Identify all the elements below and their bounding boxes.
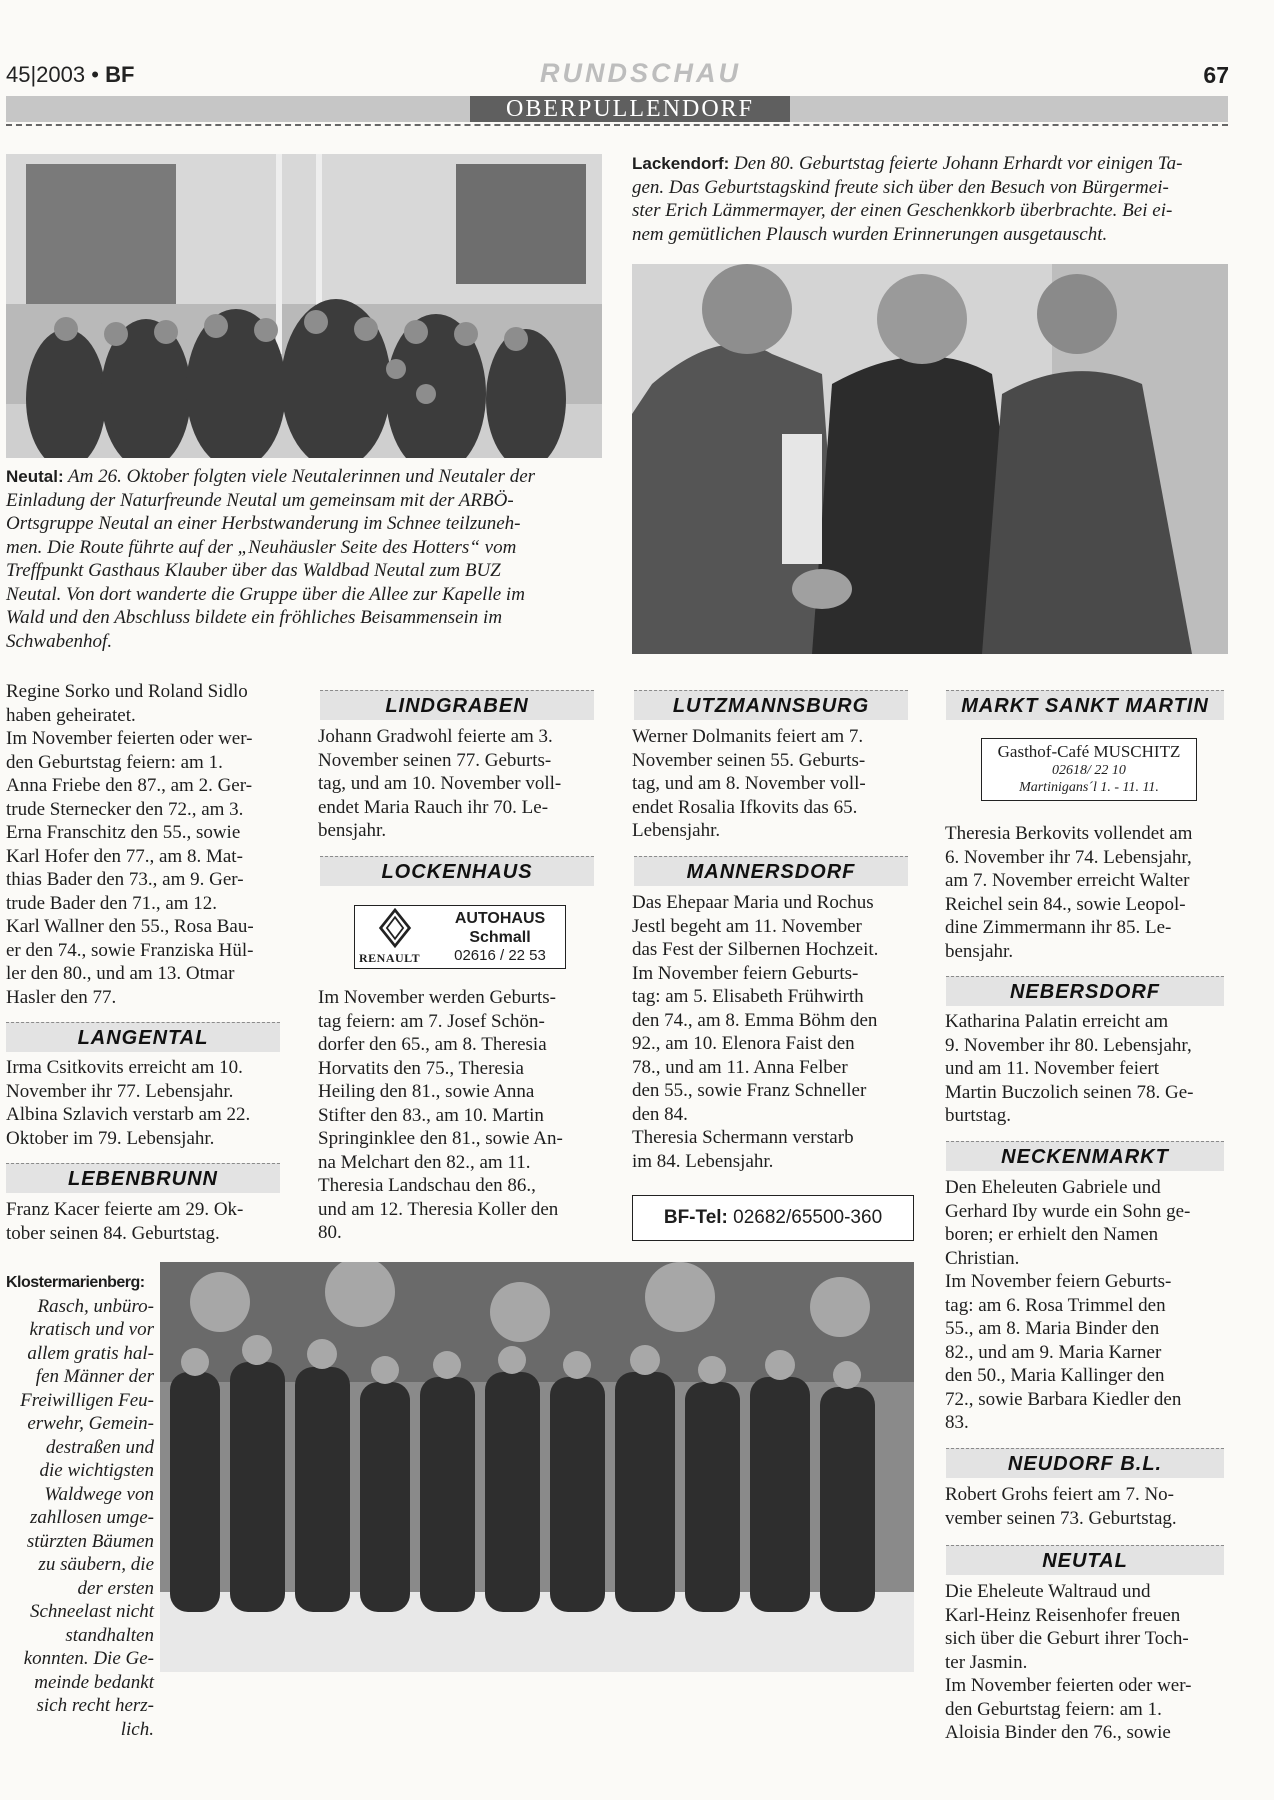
text-line: Katharina Palatin erreicht am [945,1011,1169,1032]
text-line: Im November feierten oder wer- [6,728,253,749]
heading-mannersdorf: MANNERSDORF [634,856,908,886]
text-line: Regine Sorko und Roland Sidlo [6,681,248,702]
text-line: Neutal. Von dort wanderte die Gruppe über die Allee zur Kapelle im [6,583,525,605]
text-line: Im November feiern Geburts- [632,962,859,984]
article-neutal [945,1580,1235,1745]
text-line: Albina Szlavich verstarb am 22. [6,1104,251,1125]
text-line: sich über die Geburt ihrer Toch- [945,1628,1189,1649]
text-line: 83. [945,1412,969,1433]
renault-logo-icon [377,908,413,948]
text-line: men. Die Route führte auf der „Neuhäusler Seite des Hotters“ vom [6,536,517,558]
ad-muschitz-phone: 02618/ 22 10 [1052,763,1126,778]
text-line: kratisch und vor [29,1319,154,1340]
text-line: tag: am 5. Elisabeth Frühwirth [632,986,864,1007]
article-neudorf [945,1483,1235,1530]
text-line: Theresia Schermann verstarb [632,1127,854,1148]
text-line-part: Am 26. Oktober folgten viele Neutalerinnen und Neutaler der [68,466,536,487]
photo-fire-brigade [160,1262,914,1672]
text-line: fen Männer der [35,1366,154,1387]
text-line: 72., sowie Barbara Kiedler den [945,1388,1182,1410]
place-label: Lackendorf: [632,154,730,173]
text-line: Aloisia Binder den 76., sowie [945,1722,1171,1743]
article-col1-intro [6,680,286,1009]
text-line: ter Jasmin. [945,1651,1028,1673]
text-line: Irma Csitkovits erreicht am 10. [6,1057,243,1078]
article-lindgraben [318,725,608,843]
article-lebenbrunn [6,1198,286,1245]
text-line: Franz Kacer feierte am 29. Ok- [6,1199,244,1220]
text-line: Lebensjahr. [632,820,721,841]
ad-muschitz-name: Gasthof-Café MUSCHITZ [997,742,1181,761]
text-line: zahllosen umge- [29,1507,154,1528]
text-line: den 50., Maria Kallinger den [945,1365,1165,1386]
text-line: Robert Grohs feiert am 7. No- [945,1484,1174,1505]
text-line: am 7. November erreicht Walter [945,870,1190,891]
text-line: Das Ehepaar Maria und Rochus [632,892,874,913]
text-line: Karl-Heinz Reisenhofer freuen [945,1604,1181,1626]
region-banner: OBERPULLENDORF [470,96,790,122]
text-line: sich recht herz- [36,1695,154,1716]
text-line: erwehr, Gemein- [27,1413,154,1434]
text-line: Horvatits den 75., Theresia [318,1057,524,1079]
text-line: 80. [318,1222,342,1243]
text-line: den 74., am 8. Emma Böhm den [632,1009,878,1031]
text-line: Theresia Berkovits vollendet am [945,823,1193,844]
text-line: destraßen und [45,1436,154,1458]
text-line: im 84. Lebensjahr. [632,1150,774,1172]
text-line-part: Den 80. Geburtstag feierte Johann Erhardt vor einigen Ta- [734,153,1183,174]
place-label [6,1270,154,1295]
article-neckenmarkt [945,1176,1235,1435]
ad-bf-tel [632,1195,914,1241]
text-line: Schneelast nicht [30,1601,154,1622]
ad-autohaus-line1: AUTOHAUS [454,910,546,927]
article-klostermarienberg [6,1270,154,1741]
text-line: Jestl begeht am 11. November [632,915,862,937]
text-line: dine Zimmermann ihr 85. Le- [945,917,1172,938]
article-mannersdorf [632,891,922,1173]
heading-neckenmarkt: NECKENMARKT [946,1141,1224,1171]
text-line: Im November feiern Geburts- [945,1271,1172,1292]
text-line: November seinen 77. Geburts- [318,749,552,771]
text-line: Heiling den 81., sowie Anna [318,1081,535,1102]
text-line: bensjahr. [945,940,1014,962]
text-line: endet Maria Rauch ihr 70. Le- [318,796,549,818]
text-line: Anna Friebe den 87., am 2. Ger- [6,775,253,796]
text-line: tag, und am 8. November voll- [632,773,866,794]
heading-lockenhaus: LOCKENHAUS [320,856,594,886]
issue-label: 45|2003 • BF [6,62,135,87]
text-line: Springinklee den 81., sowie An- [318,1128,563,1149]
text-line: Oktober im 79. Lebensjahr. [6,1127,215,1149]
text-line: tag: am 6. Rosa Trimmel den [945,1294,1166,1316]
text-line: endet Rosalia Ifkovits das 65. [632,796,858,818]
article-nebersdorf [945,1010,1235,1128]
article-lutzmannsburg [632,725,922,843]
text-line: ler den 80., und am 13. Otmar [6,963,235,984]
text-line: zu säubern, die [38,1554,154,1575]
article-lackendorf [632,152,1232,246]
heading-neudorf: NEUDORF B.L. [946,1448,1224,1478]
text-line: Hasler den 77. [6,986,117,1008]
heading-lutzmannsburg: LUTZMANNSBURG [634,690,908,720]
text-line: nem gemütlichen Plausch wurden Erinnerungen ausgetauscht. [632,223,1108,245]
text-line: ster Erich Lämmermayer, der einen Geschenkkorb überbrachte. Bei ei- [632,200,1173,221]
text-line: standhalten [65,1624,154,1646]
text-line: meinde bedankt [34,1671,154,1693]
page-number: 67 [1203,62,1229,88]
text-line: Waldwege von [44,1483,154,1505]
text-line: Einladung der Naturfreunde Neutal um gemeinsam mit der ARBÖ- [6,489,514,511]
ad-bf-tel-label: BF-Tel: [663,1207,728,1228]
text-line: Karl Wallner den 55., Rosa Bau- [6,916,254,937]
place-label-text: Klostermarienberg: [6,1274,145,1291]
text-line: November ihr 77. Lebensjahr. [6,1080,234,1102]
text-line: 92., am 10. Elenora Faist den [632,1033,855,1054]
text-line: November seinen 55. Geburts- [632,749,866,771]
text-line: den Geburtstag feiern: am 1. [6,751,223,773]
text-line: bensjahr. [318,820,387,841]
text-line: Treffpunkt Gasthaus Klauber über das Waldbad Neutal zum BUZ [6,560,501,581]
text-line: Werner Dolmanits feiert am 7. [632,726,864,747]
ad-autohaus-phone: 02616 / 22 53 [454,947,546,964]
text-line: thias Bader den 73., am 9. Ger- [6,869,244,890]
text-line: gen. Das Geburtstagskind freute sich über den Besuch von Bürgermei- [632,176,1169,198]
text-line: 78., und am 11. Anna Felber [632,1056,848,1078]
text-line: na Melchart den 82., am 11. [318,1151,531,1173]
ad-autohaus-brand: RENAULT [359,951,421,965]
text-line: Christian. [945,1247,1020,1269]
ad-muschitz [981,738,1197,801]
article-lockenhaus [318,986,608,1245]
ad-muschitz-promo: Martinigans´l 1. - 11. 11. [1019,780,1159,795]
place-label: Neutal: [6,467,64,486]
text-line: 6. November ihr 74. Lebensjahr, [945,846,1192,868]
text-line [632,152,1232,176]
text-line: Wald und den Abschluss bildete ein fröhliches Beisammensein im [6,607,503,628]
text-line: lich. [120,1718,154,1740]
text-line: haben geheiratet. [6,704,136,726]
text-line: vember seinen 73. Geburtstag. [945,1507,1177,1529]
text-line: 82., und am 9. Maria Karner [945,1341,1162,1363]
photo-hiking-group [6,154,602,458]
heading-lebenbrunn: LEBENBRUNN [6,1163,280,1193]
heading-neutal: NEUTAL [946,1545,1224,1575]
ad-autohaus-title [437,909,563,947]
text-line: Stifter den 83., am 10. Martin [318,1104,544,1126]
heading-nebersdorf: NEBERSDORF [946,976,1224,1006]
text-line: Erna Franschitz den 55., sowie [6,822,241,843]
text-line: den Geburtstag feiern: am 1. [945,1698,1162,1720]
text-line: Theresia Landschau den 86., [318,1175,536,1196]
heading-lindgraben: LINDGRABEN [320,690,594,720]
text-line: Johann Gradwohl feierte am 3. [318,726,553,747]
text-line: 55., am 8. Maria Binder den [945,1318,1160,1339]
text-line: tober seinen 84. Geburtstag. [6,1222,220,1244]
article-markt-sankt-martin [945,822,1235,963]
photo-lackendorf-birthday [632,264,1228,654]
text-line: trude Bader den 71., am 12. [6,892,218,914]
text-line: trude Sternecker den 72., am 3. [6,798,244,820]
ad-autohaus-schmall [354,905,566,969]
text-line: tag feiern: am 7. Josef Schön- [318,1010,545,1032]
text-line: Martin Buczolich seinen 78. Ge- [945,1081,1194,1103]
text-line: Den Eheleuten Gabriele und [945,1177,1161,1198]
text-line: dorfer den 65., am 8. Theresia [318,1034,547,1055]
text-line: Die Eheleute Waltraud und [945,1581,1151,1602]
heading-langental: LANGENTAL [6,1022,280,1052]
text-line: das Fest der Silbernen Hochzeit. [632,939,879,960]
text-line: und am 11. November feiert [945,1058,1160,1079]
text-line: Im November feierten oder wer- [945,1675,1192,1696]
article-langental [6,1056,286,1150]
text-line: tag, und am 10. November voll- [318,773,562,794]
text-line [6,465,612,489]
section-title: RUNDSCHAU [540,58,741,88]
ad-autohaus-line2: Schmall [469,929,531,946]
text-line: und am 12. Theresia Koller den [318,1198,559,1220]
text-line: allem gratis hal- [27,1342,154,1364]
text-line: Reichel sein 84., sowie Leopol- [945,893,1186,915]
text-line: boren; er erhielt den Namen [945,1224,1159,1245]
header-divider [6,124,1228,126]
ad-bf-tel-number: 02682/65500-360 [733,1207,883,1228]
text-line: der ersten [77,1577,154,1599]
text-line: die wichtigsten [39,1460,154,1481]
article-neutal-hike [6,465,612,653]
text-line: Freiwilligen Feu- [20,1389,154,1411]
text-line: burtstag. [945,1105,1011,1126]
text-line: er den 74., sowie Franziska Hül- [6,939,254,961]
heading-markt-sankt-martin: MARKT SANKT MARTIN [946,690,1224,720]
text-line: den 84. [632,1103,688,1125]
text-line: Ortsgruppe Neutal an einer Herbstwanderung im Schnee teilzuneh- [6,513,521,534]
text-line: Gerhard Iby wurde ein Sohn ge- [945,1200,1191,1222]
text-line: Rasch, unbüro- [37,1295,154,1317]
text-line: Schwabenhof. [6,630,113,652]
text-line: Karl Hofer den 77., am 8. Mat- [6,845,243,867]
text-line: 9. November ihr 80. Lebensjahr, [945,1034,1192,1056]
text-line: stürzten Bäumen [26,1530,154,1552]
text-line: konnten. Die Ge- [23,1648,154,1669]
text-line: Im November werden Geburts- [318,987,556,1008]
text-line: den 55., sowie Franz Schneller [632,1080,867,1101]
